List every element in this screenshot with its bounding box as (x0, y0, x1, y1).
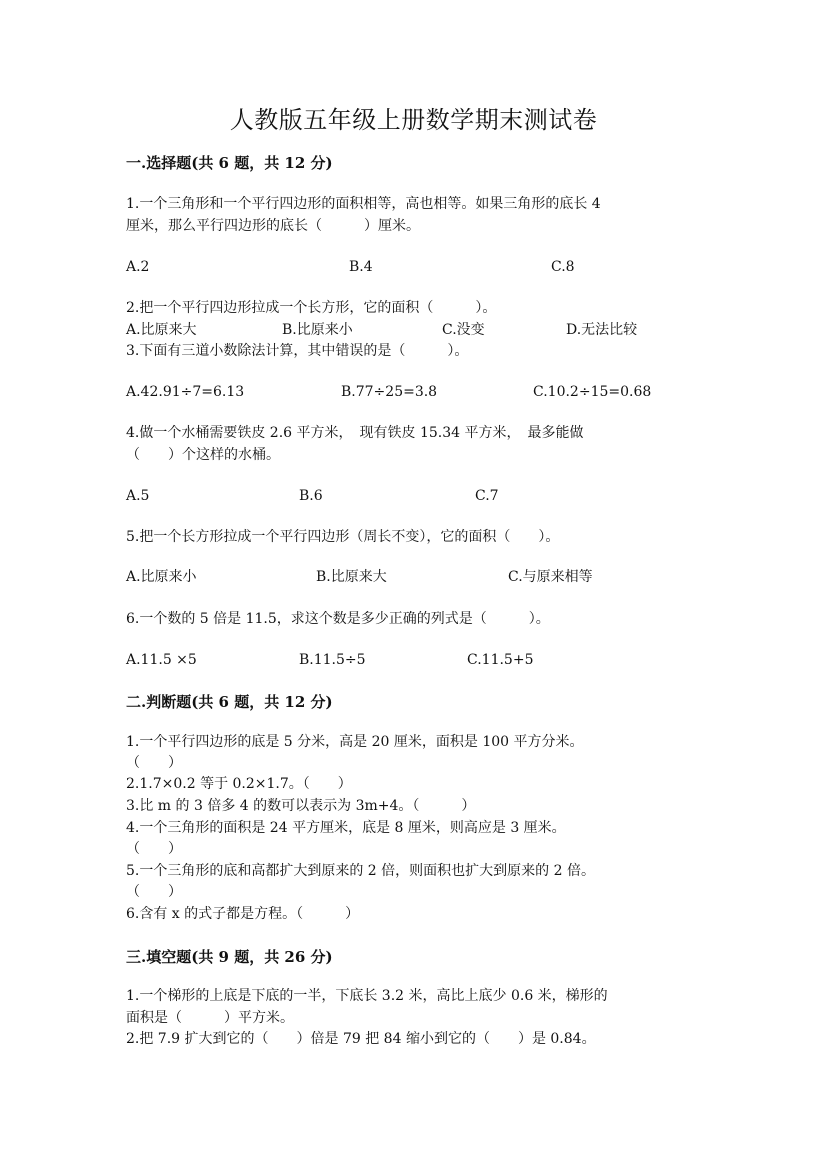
option: A.比原来小 (126, 569, 197, 585)
option: C.11.5+5 (467, 652, 534, 668)
section-heading-multiple-choice: 一.选择题(共 6 题，共 12 分) (126, 154, 333, 172)
question-text: 6.含有 x 的式子都是方程。（ ） (126, 906, 360, 922)
option: B.11.5÷5 (299, 652, 366, 668)
question-text: 厘米，那么平行四边形的底长（ ）厘米。 (126, 218, 420, 234)
option: A.11.5 ×5 (126, 652, 197, 668)
answer-blank: （ ） (126, 755, 182, 771)
option: C.与原来相等 (508, 569, 593, 585)
page-title: 人教版五年级上册数学期末测试卷 (229, 106, 598, 134)
option: A.比原来大 (126, 322, 197, 338)
question-text: 1.一个平行四边形的底是 5 分米，高是 20 厘米，面积是 100 平方分米。 (126, 734, 584, 750)
section-heading-true-false: 二.判断题(共 6 题，共 12 分) (126, 693, 333, 711)
answer-blank: （ ） (126, 884, 182, 900)
option: A.42.91÷7=6.13 (126, 384, 245, 400)
option: C.8 (551, 259, 575, 275)
answer-blank: （ ） (126, 841, 182, 857)
option: C.10.2÷15=0.68 (533, 384, 652, 400)
option: C.没变 (442, 322, 485, 338)
question-text: 3.下面有三道小数除法计算，其中错误的是（ ）。 (126, 343, 469, 359)
section-heading-fill-in: 三.填空题(共 9 题，共 26 分) (126, 948, 333, 966)
question-text: 5.把一个长方形拉成一个平行四边形（周长不变），它的面积（ ）。 (126, 529, 560, 545)
option: B.4 (349, 259, 373, 275)
option: B.比原来小 (282, 322, 353, 338)
option: B.77÷25=3.8 (341, 384, 438, 400)
question-text: 4.做一个水桶需要铁皮 2.6 平方米， 现有铁皮 15.34 平方米， 最多能做 (126, 425, 584, 441)
question-text: 2.把一个平行四边形拉成一个长方形，它的面积（ ）。 (126, 300, 497, 316)
option: B.6 (299, 488, 323, 504)
question-text: 6.一个数的 5 倍是 11.5，求这个数是多少正确的列式是（ ）。 (126, 611, 550, 627)
option: A.5 (126, 488, 150, 504)
question-text: 2.1.7×0.2 等于 0.2×1.7。（ ） (126, 776, 352, 792)
question-text: 3.比 m 的 3 倍多 4 的数可以表示为 3m+4。（ ） (126, 798, 476, 814)
question-text: 1.一个三角形和一个平行四边形的面积相等，高也相等。如果三角形的底长 4 (126, 196, 601, 212)
question-text: 1.一个梯形的上底是下底的一半，下底长 3.2 米，高比上底少 0.6 米，梯形的 (126, 988, 608, 1004)
option: D.无法比较 (566, 322, 638, 338)
option: A.2 (126, 259, 150, 275)
option: C.7 (475, 488, 499, 504)
question-text: （ ）个这样的水桶。 (126, 447, 280, 463)
question-text: 4.一个三角形的面积是 24 平方厘米，底是 8 厘米，则高应是 3 厘米。 (126, 820, 566, 836)
option: B.比原来大 (316, 569, 387, 585)
question-text: 5.一个三角形的底和高都扩大到原来的 2 倍，则面积也扩大到原来的 2 倍。 (126, 863, 595, 879)
question-text: 2.把 7.9 扩大到它的（ ）倍是 79 把 84 缩小到它的（ ）是 0.84。 (126, 1031, 596, 1047)
question-text: 面积是（ ）平方米。 (126, 1010, 294, 1026)
